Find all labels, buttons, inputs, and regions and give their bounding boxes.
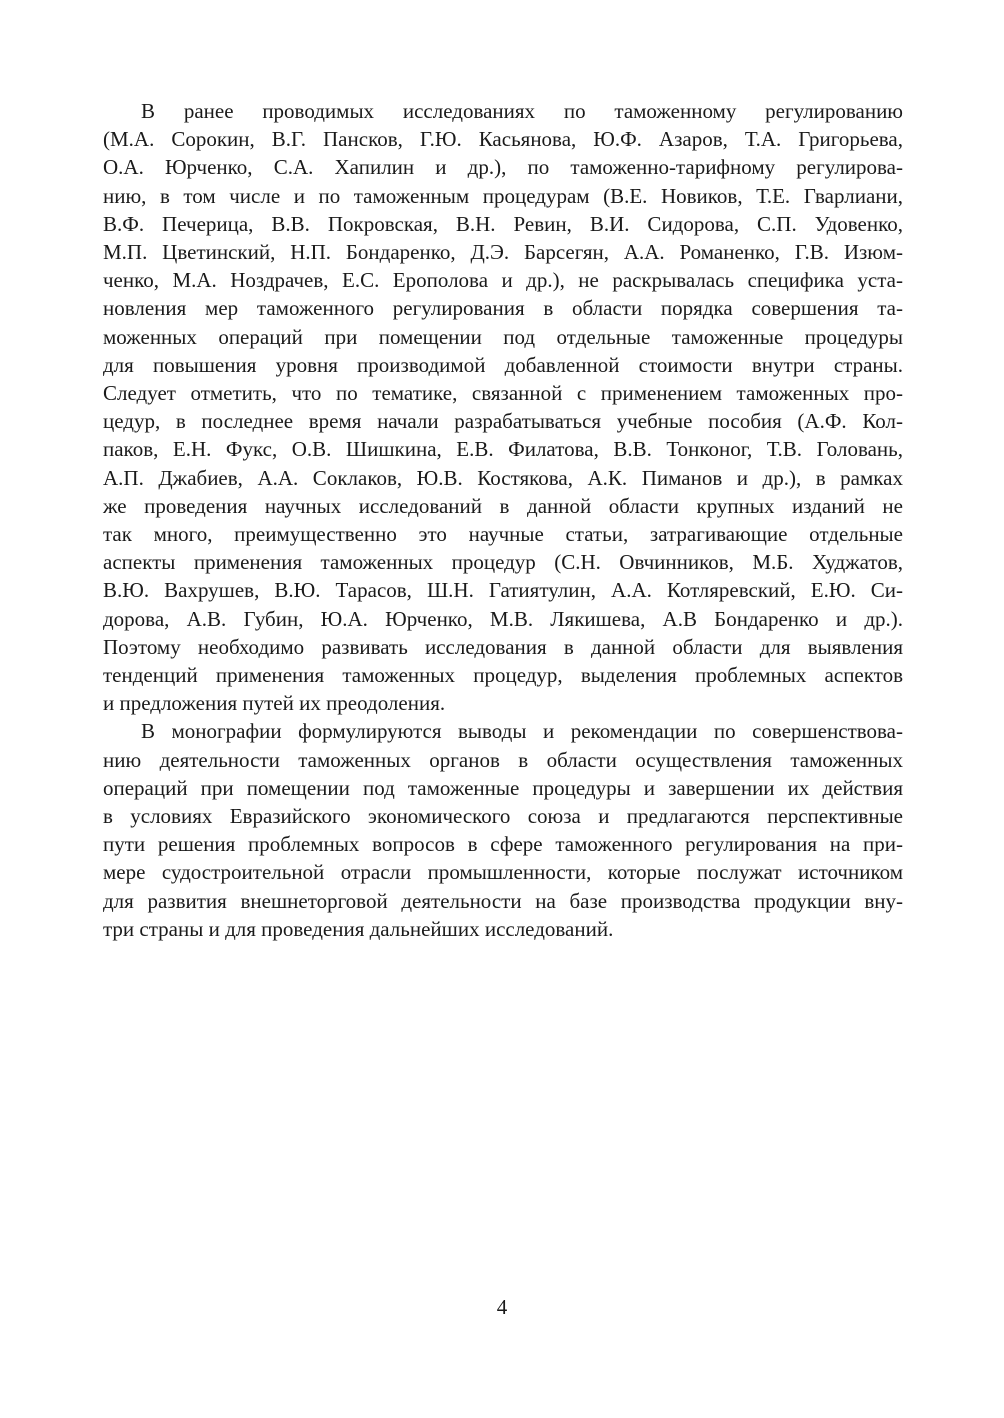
- text-line: моженных операций при помещении под отдельные таможенные процедуры: [103, 324, 903, 349]
- text-line: ченко, М.А. Ноздрачев, Е.С. Ерополова и др.), не раскрывалась специфика уста-: [103, 268, 903, 293]
- text-line: М.П. Цветинский, Н.П. Бондаренко, Д.Э. Барсегян, А.А. Романенко, Г.В. Изюм-: [103, 240, 903, 265]
- text-line: для повышения уровня производимой добавленной стоимости внутри страны.: [103, 352, 903, 377]
- text-line: Следует отметить, что по тематике, связанной с применением таможенных про-: [103, 381, 903, 406]
- text-line: паков, Е.Н. Фукс, О.В. Шишкина, Е.В. Филатова, В.В. Тонконог, Т.В. Головань,: [103, 437, 903, 462]
- text-line: О.А. Юрченко, С.А. Хапилин и др.), по таможенно-тарифному регулирова-: [103, 155, 903, 180]
- text-line: В.Ю. Вахрушев, В.Ю. Тарасов, Ш.Н. Гатиятулин, А.А. Котляревский, Е.Ю. Си-: [103, 578, 903, 603]
- text-line: В ранее проводимых исследованиях по таможенному регулированию: [141, 99, 903, 123]
- text-line: нию, в том числе и по таможенным процедурам (В.Е. Новиков, Т.Е. Гварлиани,: [103, 183, 903, 208]
- page-number: 4: [496, 1295, 508, 1319]
- text-line: так много, преимущественно это научные статьи, затрагивающие отдельные: [103, 522, 903, 547]
- text-line: Поэтому необходимо развивать исследования в данной области для выявления: [103, 634, 903, 659]
- text-line: дорова, А.В. Губин, Ю.А. Юрченко, М.В. Лякишева, А.В Бондаренко и др.).: [103, 606, 903, 631]
- text-line: новления мер таможенного регулирования в области порядка совершения та-: [103, 296, 903, 321]
- text-line: (М.А. Сорокин, В.Г. Пансков, Г.Ю. Касьянова, Ю.Ф. Азаров, Т.А. Григорьева,: [103, 127, 903, 152]
- text-line: аспекты применения таможенных процедур (С.Н. Овчинников, М.Б. Худжатов,: [103, 550, 903, 575]
- text-line: А.П. Джабиев, А.А. Соклаков, Ю.В. Костякова, А.К. Пиманов и др.), в рамках: [103, 465, 903, 490]
- paragraph-2: [103, 717, 903, 943]
- text-line: тенденций применения таможенных процедур, выделения проблемных аспектов: [103, 663, 903, 688]
- text-line: три страны и для проведения дальнейших исследований.: [103, 916, 614, 941]
- text-line: нию деятельности таможенных органов в области осуществления таможенных: [103, 747, 903, 772]
- text-line: пути решения проблемных вопросов в сфере таможенного регулирования на при-: [103, 832, 903, 857]
- body-text: [103, 97, 903, 943]
- paragraph-1: [103, 97, 903, 717]
- text-line: В.Ф. Печерица, В.В. Покровская, В.Н. Ревин, В.И. Сидорова, С.П. Удовенко,: [103, 211, 903, 236]
- text-line: мере судостроительной отрасли промышленности, которые послужат источником: [103, 860, 903, 885]
- text-line: в условиях Евразийского экономического союза и предлагаются перспективные: [103, 804, 903, 829]
- text-line: операций при помещении под таможенные процедуры и завершении их действия: [103, 775, 903, 800]
- text-line: цедур, в последнее время начали разрабатываться учебные пособия (А.Ф. Кол-: [103, 409, 903, 434]
- text-line: В монографии формулируются выводы и рекомендации по совершенствова-: [141, 719, 903, 744]
- text-line: же проведения научных исследований в данной области крупных изданий не: [103, 493, 903, 518]
- text-line: и предложения путей их преодоления.: [103, 691, 446, 716]
- text-line: для развития внешнеторговой деятельности на базе производства продукции вну-: [103, 888, 903, 913]
